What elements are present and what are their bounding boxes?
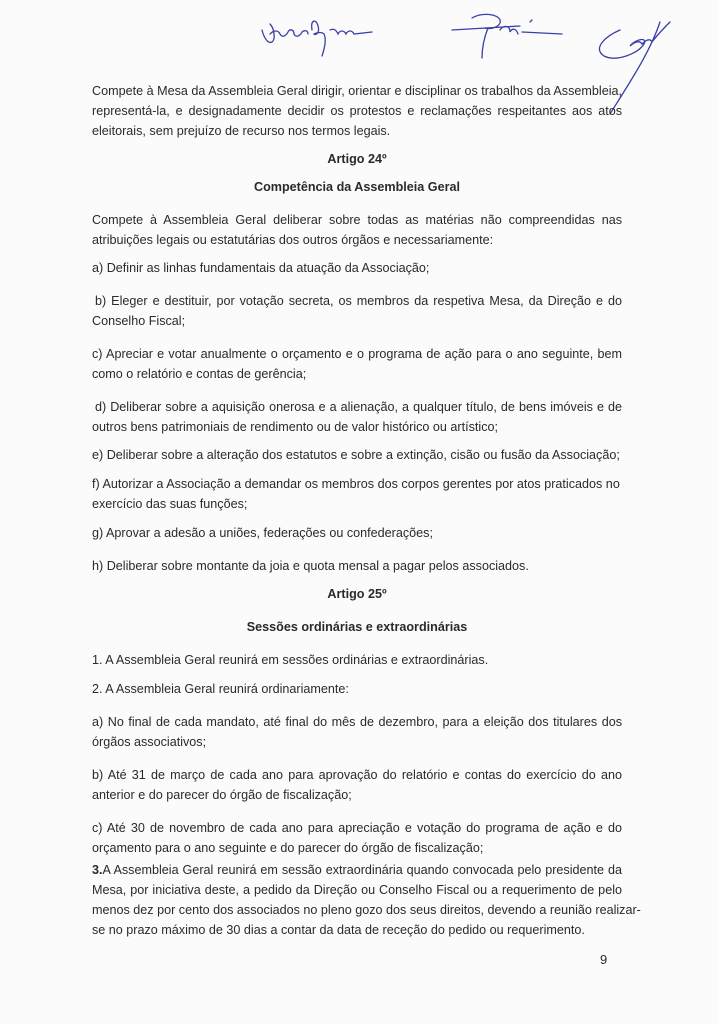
artigo-25-item-b-line-1: b) Até 31 de março de cada ano para aprovação do relatório e contas do exercício do ano	[92, 768, 622, 782]
artigo-25-paragraph-3-line-1	[92, 860, 622, 880]
artigo-24-item-b-line-2: Conselho Fiscal;	[92, 314, 186, 328]
mesa-paragraph-line-1: Compete à Mesa da Assembleia Geral dirigir, orientar e disciplinar os trabalhos da Assembleia,	[92, 84, 622, 98]
signature-1	[262, 21, 372, 56]
artigo-25-heading: Artigo 25º	[327, 587, 387, 601]
mesa-paragraph-line-2: representá-la, e designadamente decidir os protestos e reclamações respeitantes aos atos	[92, 104, 622, 118]
artigo-25-paragraph-3-line-4: se no prazo máximo de 30 dias a contar da data de receção do pedido ou requerimento.	[92, 923, 585, 937]
signature-2	[452, 14, 562, 58]
artigo-24-intro-line-1: Compete à Assembleia Geral deliberar sobre todas as matérias não compreendidas nas	[92, 213, 622, 227]
artigo-25-item-b-line-2: anterior e do parecer do órgão de fiscalização;	[92, 788, 352, 802]
artigo-24-item-f-line-1: f) Autorizar a Associação a demandar os membros dos corpos gerentes por atos praticados no	[92, 477, 620, 491]
artigo-24-title: Competência da Assembleia Geral	[253, 180, 460, 194]
artigo-25-item-c-line-1: c) Até 30 de novembro de cada ano para apreciação e votação do programa de ação e do	[92, 821, 622, 835]
paragraph-3-number: 3.	[92, 863, 103, 877]
artigo-25-title: Sessões ordinárias e extraordinárias	[246, 620, 468, 634]
artigo-25-paragraph-3-line-2: Mesa, por iniciativa deste, a pedido da Direção ou Conselho Fiscal ou a requerimento de pelo	[92, 883, 622, 897]
artigo-24-item-d-line-2: outros bens patrimoniais de rendimento ou de valor histórico ou artístico;	[92, 420, 499, 434]
mesa-paragraph-line-3: eleitorais, sem prejuízo de recurso nos termos legais.	[92, 124, 391, 138]
artigo-25-paragraph-3-line-3: menos dez por cento dos associados no pleno gozo dos seus direitos, devendo a reunião realizar-	[92, 903, 641, 917]
artigo-25-item-a-line-2: órgãos associativos;	[92, 735, 207, 749]
artigo-24-item-e: e) Deliberar sobre a alteração dos estatutos e sobre a extinção, cisão ou fusão da Associação;	[92, 448, 620, 462]
artigo-24-item-h: h) Deliberar sobre montante da joia e quota mensal a pagar pelos associados.	[92, 559, 529, 573]
artigo-25-item-c-line-2: orçamento para o ano seguinte e do parecer do órgão de fiscalização;	[92, 841, 484, 855]
artigo-24-item-f-line-2: exercício das suas funções;	[92, 497, 248, 511]
paragraph-3-text: A Assembleia Geral reunirá em sessão extraordinária quando convocada pelo presidente da	[102, 863, 622, 877]
artigo-24-item-c-line-2: como o relatório e contas de gerência;	[92, 367, 307, 381]
artigo-25-paragraph-2: 2. A Assembleia Geral reunirá ordinariamente:	[92, 682, 349, 696]
artigo-24-item-a: a) Definir as linhas fundamentais da atuação da Associação;	[92, 261, 430, 275]
artigo-24-item-c-line-1: c) Apreciar e votar anualmente o orçamento e o programa de ação para o ano seguinte, bem	[92, 347, 622, 361]
artigo-24-item-g: g) Aprovar a adesão a uniões, federações ou confederações;	[92, 526, 433, 540]
artigo-24-intro-line-2: atribuições legais ou estatutárias dos outros órgãos e necessariamente:	[92, 233, 494, 247]
artigo-25-item-a-line-1: a) No final de cada mandato, até final do mês de dezembro, para a eleição dos titulares dos	[92, 715, 622, 729]
artigo-24-heading: Artigo 24º	[327, 152, 387, 166]
artigo-24-item-d-line-1: d) Deliberar sobre a aquisição onerosa e a alienação, a qualquer título, de bens imóveis e de	[95, 400, 622, 414]
page-number: 9	[600, 952, 608, 967]
artigo-24-item-b-line-1: b) Eleger e destituir, por votação secreta, os membros da respetiva Mesa, da Direção e do	[95, 294, 622, 308]
artigo-25-paragraph-1: 1. A Assembleia Geral reunirá em sessões ordinárias e extraordinárias.	[92, 653, 489, 667]
